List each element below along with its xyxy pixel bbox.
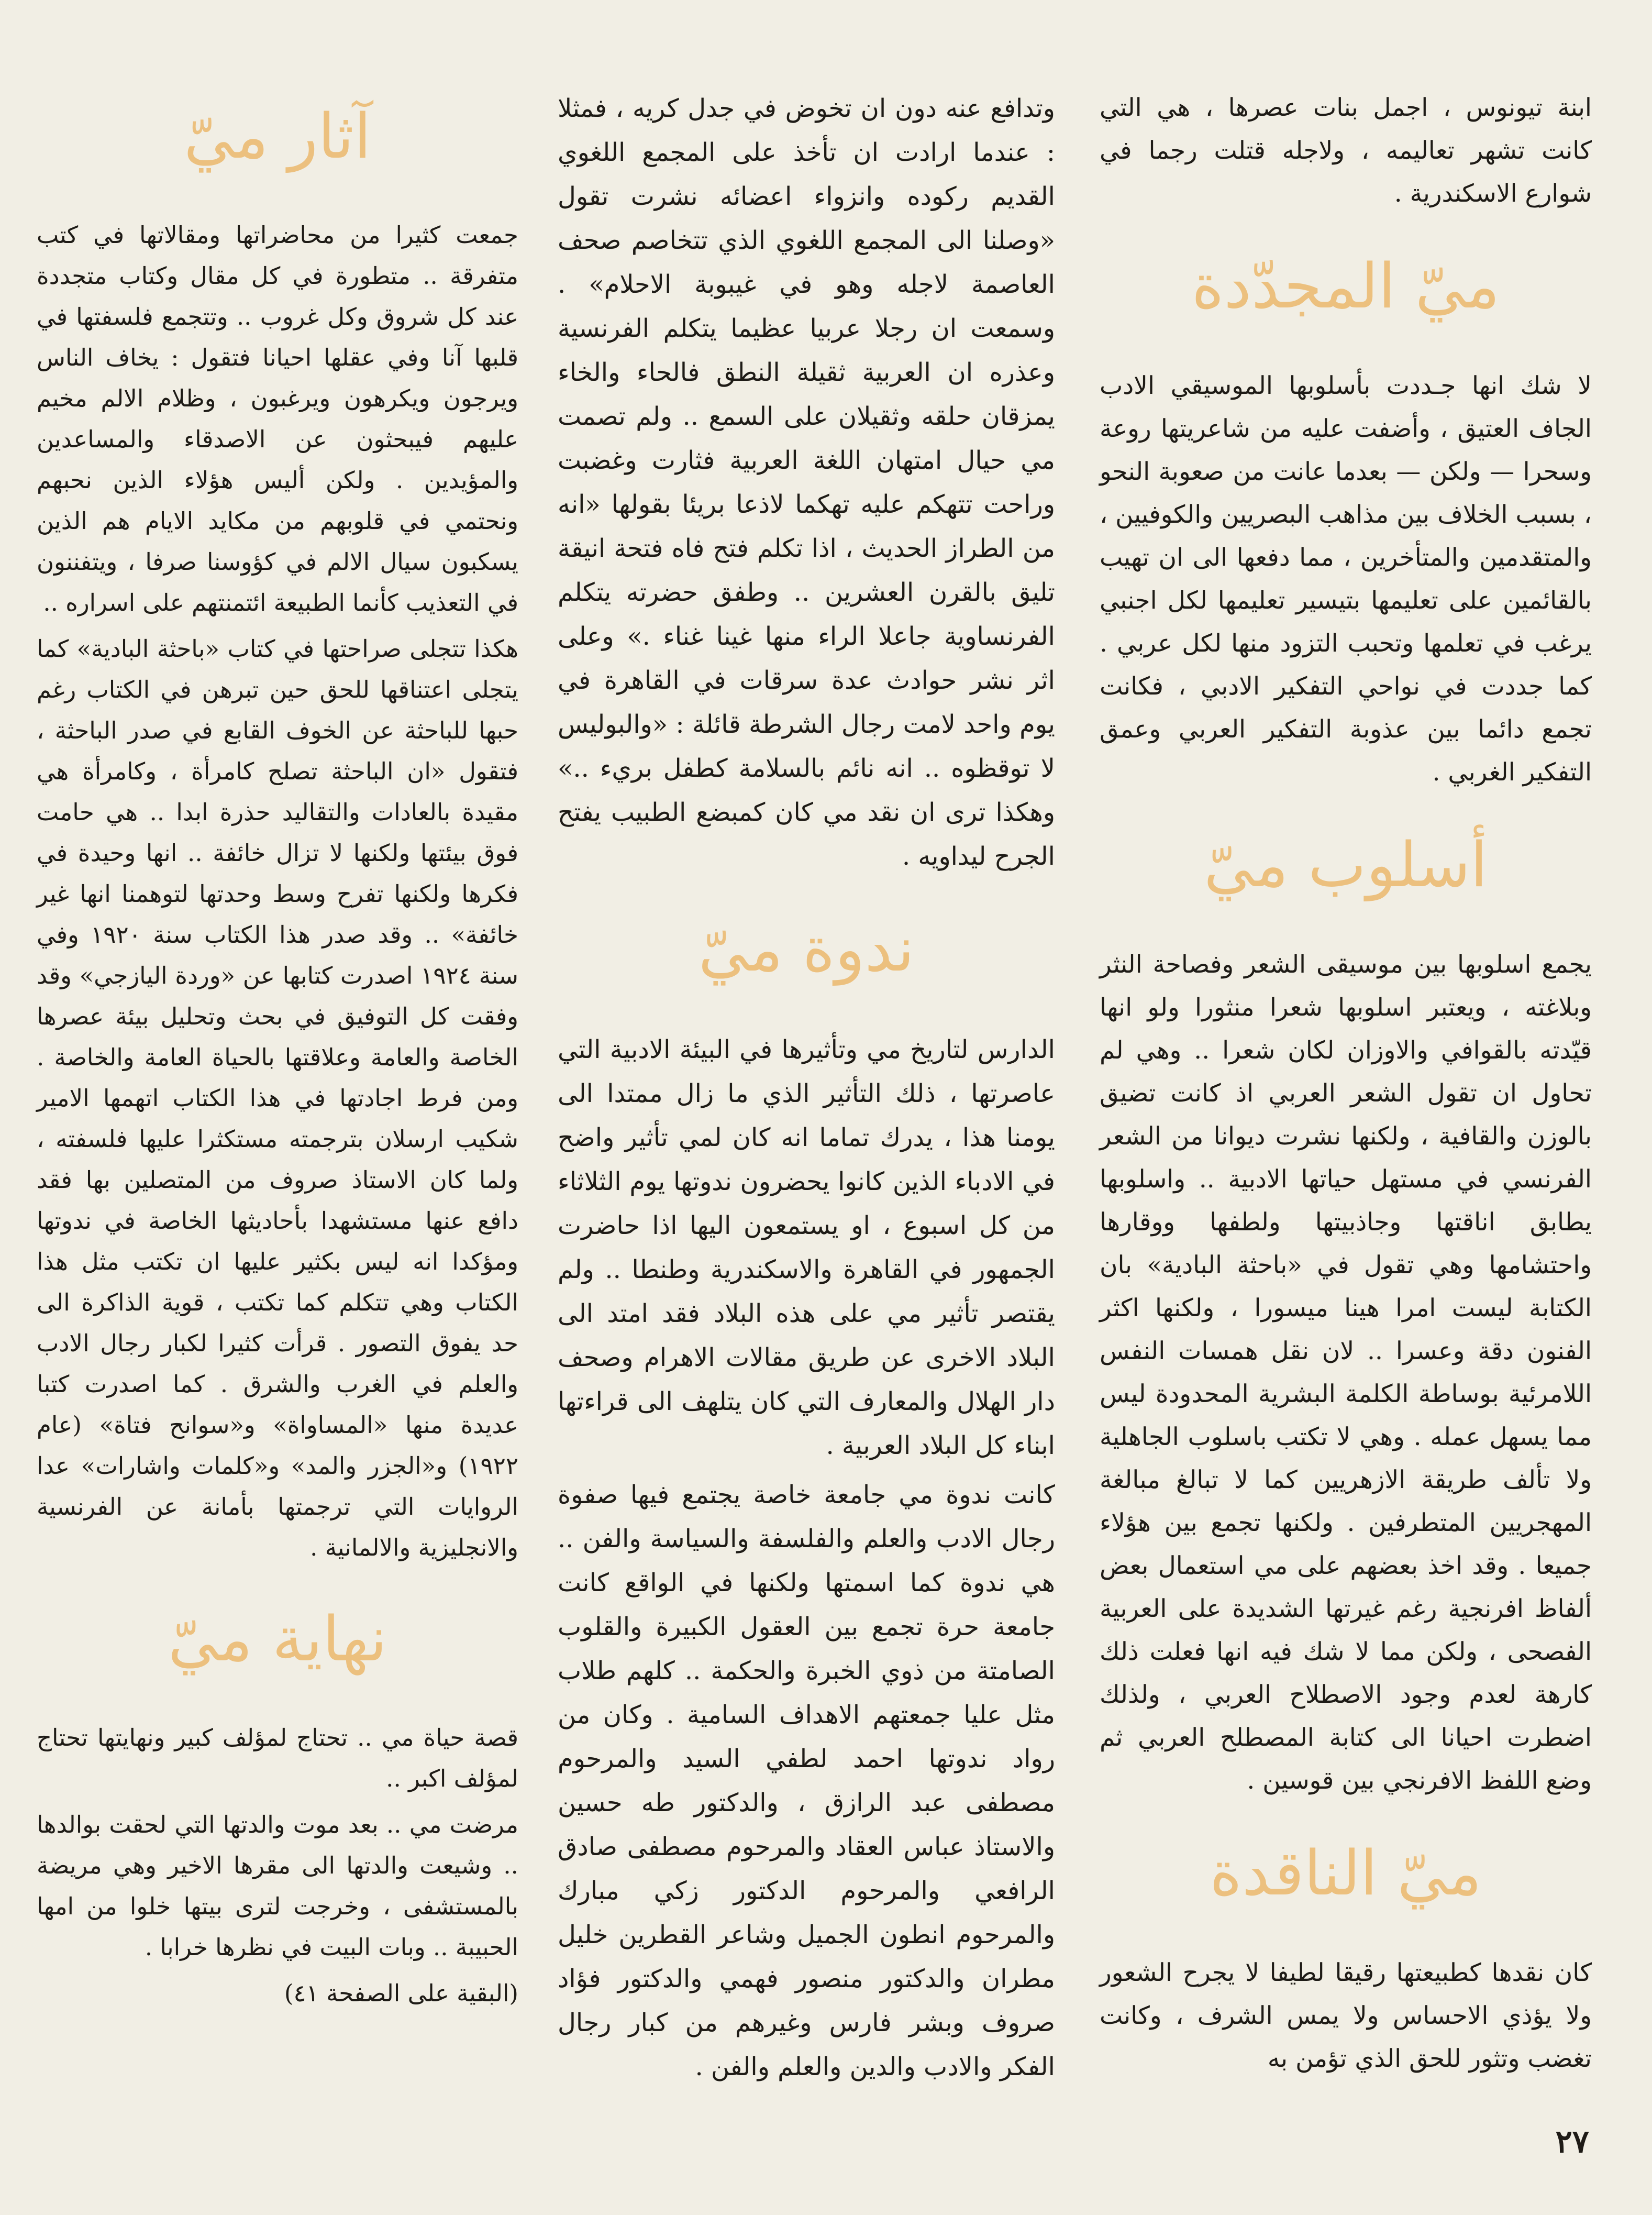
article-paragraph: جمعت كثيرا من محاضراتها ومقالاتها في كتب متفرقة .. متطورة في كل مقال وكتاب متجددة عند كل شروق وكل غروب .. وتتجمع فلسفتها في قلبها آنا وفي عقلها احيانا فتقول : يخاف الناس ويرجون ويكرهون ويرغبون ، وظلام الالم مخيم عليهم فيبحثون عن الاصدقاء والمساعدين والمؤيدين . ولكن أليس هؤلاء الذين نحبهم ونحتمي في قلوبهم من مكايد الايام هم الذين يسكبون سيال الالم في كؤوسنا صرفا ، ويتفننون في التعذيب كأنما الطبيعة ائتمنتهم على اسراره .. [37,221,518,616]
section-heading: ندوة ميّ [698,913,915,985]
article-paragraph: ابنة تيونوس ، اجمل بنات عصرها ، هي التي كانت تشهر تعاليمه ، ولاجله قتلت رجما في شوارع الاسكندرية . [1100,93,1592,208]
section-heading: آثار ميّ [184,100,371,172]
article-paragraph: هكذا تتجلى صراحتها في كتاب «باحثة البادية» كما يتجلى اعتناقها للحق حين تبرهن في الكتاب رغم حبها للباحثة عن الخوف القابع في صدر الباحثة ، فتقول «ان الباحثة تصلح كامرأة ، وكامرأة هي مقيدة بالعادات والتقاليد حذرة ابدا .. هي حامت فوق بيئتها ولكنها لا تزال خائفة .. انها وحيدة في فكرها ولكنها تفرح وسط وحدتها لتوهمنا انها غير خائفة» .. وقد صدر هذا الكتاب سنة ١٩٢٠ وفي سنة ١٩٢٤ اصدرت كتابها عن «وردة اليازجي» وقد وفقت كل التوفيق في بحث وتحليل بيئة عصرها الخاصة والعامة وعلاقتها بالحياة العامة والخاصة . ومن فرط اجادتها في هذا الكتاب اتهمها الامير شكيب ارسلان بترجمته مستكثرا عليها فلسفته ، ولما كان الاستاذ صروف من المتصلين بها فقد دافع عنها مستشهدا بأحاديثها الخاصة في ندوتها ومؤكدا انه ليس بكثير عليها ان تكتب مثل هذا الكتاب وهي تتكلم كما تكتب ، قوية الذاكرة الى حد يفوق التصور . قرأت كثيرا لكبار رجال الادب والعلم في الغرب والشرق . كما اصدرت كتبا عديدة منها «المساواة» و«سوانح فتاة» (عام ١٩٢٢) و«الجزر والمد» و«كلمات واشارات» عدا الروايات التي ترجمتها بأمانة عن الفرنسية والانجليزية والالمانية . [37,635,518,1561]
article-paragraph: مرضت مي .. بعد موت والدتها التي لحقت بوالدها .. وشيعت والدتها الى مقرها الاخير وهي مريضة بالمستشفى ، وخرجت لترى بيتها خلوا من امها الحبيبة .. وبات البيت في نظرها خرابا . [37,1811,518,1961]
article-paragraph: لا شك انها جـددت بأسلوبها الموسيقي الادب الجاف العتيق ، وأضفت عليه من شاعريتها روعة وسحرا — ولكن — بعدما عانت من صعوبة النحو ، بسبب الخلاف بين مذاهب البصريين والكوفيين ، والمتقدمين والمتأخرين ، مما دفعها الى ان تهيب بالقائمين على تعليمها بتيسير تعليمها لكل اجنبي يرغب في تعلمها وتحبب التزود منها لكل عربي . كما جددت في نواحي التفكير الادبي ، فكانت تجمع دائما بين عذوبة التفكير العربي وعمق التفكير الغربي . [1100,371,1592,787]
article-paragraph: كانت ندوة مي جامعة خاصة يجتمع فيها صفوة رجال الادب والعلم والفلسفة والسياسة والفن .. هي ندوة كما اسمتها ولكنها في الواقع كانت جامعة حرة تجمع بين العقول الكبيرة والقلوب الصامتة من ذوي الخبرة والحكمة .. كلهم طلاب مثل عليا جمعتهم الاهداف السامية . وكان من رواد ندوتها احمد لطفي السيد والمرحوم مصطفى عبد الرازق ، والدكتور طه حسين والاستاذ عباس العقاد والمرحوم مصطفى صادق الرافعي والمرحوم الدكتور زكي مبارك والمرحوم انطون الجميل وشاعر القطرين خليل مطران والدكتور منصور فهمي والدكتور فؤاد صروف وبشر فارس وغيرهم من كبار رجال الفكر والادب والدين والعلم والفن . [558,1480,1056,2081]
section-heading: ميّ المجدّدة [1191,250,1500,322]
article-paragraph: كان نقدها كطبيعتها رقيقا لطيفا لا يجرح الشعور ولا يؤذي الاحساس ولا يمس الشرف ، وكانت تغضب وتثور للحق الذي تؤمن به [1100,1958,1592,2073]
continuation-note: (البقية على الصفحة ٤١) [284,1979,518,2007]
page-number: ٢٧ [1555,2123,1589,2160]
column-middle [558,86,1055,2094]
article-paragraph: وتدافع عنه دون ان تخوض في جدل كريه ، فمثلا : عندما ارادت ان تأخذ على المجمع اللغوي القديم ركوده وانزواء اعضائه نشرت تقول «وصلنا الى المجمع اللغوي الذي تتخاصم صحف العاصمة لاجله وهو في غيبوبة الاحلام» . وسمعت ان رجلا عربيا عظيما يتكلم الفرنسية وعذره ان العربية ثقيلة النطق فالحاء والخاء يمزقان حلقه وثقيلان على السمع .. ولم تصمت مي حيال امتهان اللغة العربية فثارت وغضبت وراحت تتهكم عليه تهكما لاذعا بريئا بقولها «انه من الطراز الحديث ، اذا تكلم فتح فاه فتحة انيقة تليق بالقرن العشرين .. وطفق حضرته يتكلم الفرنساوية جاعلا الراء منها غينا غناء .» وعلى اثر نشر حوادث عدة سرقات في القاهرة في يوم واحد لامت رجال الشرطة قائلة : «والبوليس لا توقظوه .. انه نائم بالسلامة كطفل بريء ..» وهكذا ترى ان نقد مي كان كمبضع الطبيب يفتح الجرح ليداويه . [558,94,1056,871]
article-paragraph: يجمع اسلوبها بين موسيقى الشعر وفصاحة النثر وبلاغته ، ويعتبر اسلوبها شعرا منثورا ولو انها قيّدته بالقوافي والاوزان لكان شعرا .. وهي لم تحاول ان تقول الشعر العربي اذ كانت تضيق بالوزن والقافية ، ولكنها نشرت ديوانا من الشعر الفرنسي في مستهل حياتها الادبية .. واسلوبها يطابق اناقتها وجاذبيتها ولطفها ووقارها واحتشامها وهي تقول في «باحثة البادية» بان الكتابة ليست امرا هينا ميسورا ، ولكنها اكثر الفنون دقة وعسرا .. لان نقل همسات النفس اللامرئية بوساطة الكلمة البشرية المحدودة ليس مما يسهل عمله . وهي لا تكتب باسلوب الجاهلية ولا تألف طريقة الازهريين كما لا تبالغ مبالغة المهجريين المتطرفين . ولكنها تجمع بين هؤلاء جميعا . وقد اخذ بعضهم على مي استعمال بعض ألفاظ افرنجية رغم غيرتها الشديدة على العربية الفصحى ، ولكن مما لا شك فيه انها فعلت ذلك كارهة لعدم وجود الاصطلاح العربي ، ولذلك اضطرت احيانا الى كتابة المصطلح العربي ثم وضع اللفظ الافرنجي بين قوسين . [1100,950,1592,1795]
column-left [37,86,518,2014]
column-right [1100,86,1592,2086]
section-heading: نهاية ميّ [168,1603,387,1675]
section-heading: أسلوب ميّ [1204,829,1488,901]
section-heading: ميّ الناقدة [1210,1837,1482,1909]
article-paragraph: الدارس لتاريخ مي وتأثيرها في البيئة الادبية التي عاصرتها ، ذلك التأثير الذي ما زال ممتدا الى يومنا هذا ، يدرك تماما انه كان لمي تأثير واضح في الادباء الذين كانوا يحضرون ندوتها يوم الثلاثاء من كل اسبوع ، او يستمعون اليها اذا حاضرت الجمهور في القاهرة والاسكندرية وطنطا .. ولم يقتصر تأثير مي على هذه البلاد فقد امتد الى البلاد الاخرى عن طريق مقالات الاهرام وصحف دار الهلال والمعارف التي كان يتلهف الى قراءتها ابناء كل البلاد العربية . [558,1035,1056,1460]
article-paragraph: قصة حياة مي .. تحتاج لمؤلف كبير ونهايتها تحتاج لمؤلف اكبر .. [37,1724,518,1792]
